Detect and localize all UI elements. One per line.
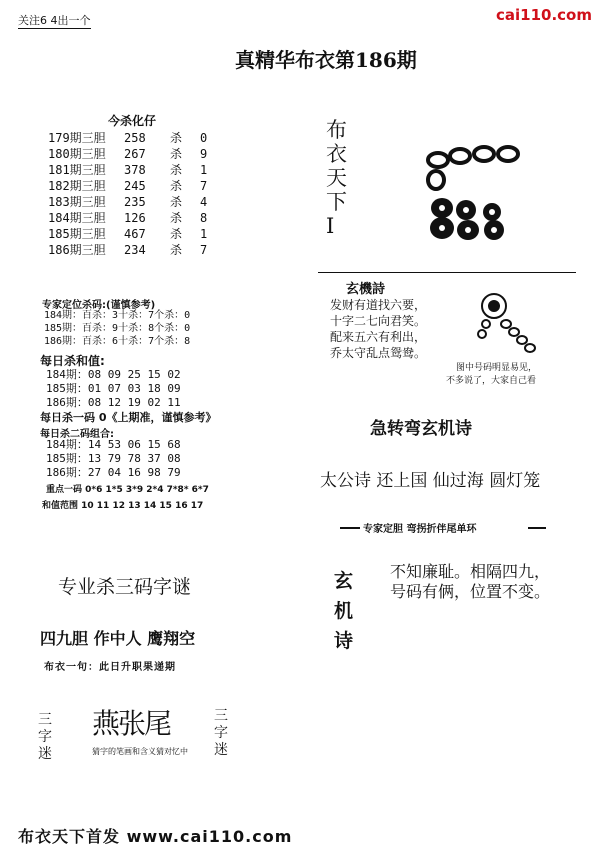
guide-left-rule	[340, 527, 360, 529]
kill-row	[48, 178, 214, 194]
kill-row	[48, 162, 214, 178]
xuanji-title: 玄機詩	[346, 282, 386, 297]
sum-row: 184期：08 09 25 15 02	[46, 368, 181, 381]
expert-kill-rows	[44, 309, 190, 348]
kill-cell: 0	[200, 131, 208, 145]
kill-cell: 234	[124, 243, 146, 257]
kill-cell: 184期三胆	[48, 211, 106, 225]
two-code-row: 185期：13 79 78 37 08	[46, 452, 181, 465]
vertical-char: 天	[326, 166, 347, 190]
kill-cell: 杀	[170, 195, 183, 209]
kill-cell: 378	[124, 163, 146, 177]
two-code-rows	[46, 438, 181, 480]
riddle-picture	[470, 290, 546, 360]
sum-range: 和值范围 10 11 12 13 14 15 16 17	[42, 501, 204, 511]
sanzi-left: 三字迷	[38, 712, 52, 762]
guide-right-rule	[528, 527, 546, 529]
kill-cell: 258	[124, 131, 146, 145]
kill-cell: 杀	[170, 147, 183, 161]
poem-line: 配来五六有利出，	[330, 330, 427, 344]
poem-line: 不知廉耻。相隔四九，	[390, 562, 551, 581]
kill-cell: 4	[200, 195, 208, 209]
xuan-vertical	[334, 566, 356, 656]
buyi-line: 布衣一句：此日升职果递期	[44, 662, 176, 673]
riddle-note: 猜字的笔画和含义猜对忆中	[92, 747, 188, 756]
vertical-char: 下	[326, 190, 347, 214]
riddle: 燕张尾	[92, 707, 171, 740]
eight-glyphs-icon	[430, 198, 504, 240]
kill-row	[48, 242, 214, 258]
kill-row	[48, 226, 214, 242]
kill-cell: 182期三胆	[48, 179, 106, 193]
site-logo[interactable]: cai110.com	[496, 6, 592, 24]
jizhuan-title: 急转弯玄机诗	[370, 419, 472, 439]
sanzi-right: 三字迷	[214, 708, 228, 758]
one-code-kill: 每日杀一码 0《上期准，谨慎参考》	[40, 411, 217, 424]
expert-guide: 专家定胆 弯拐折伴尾单环	[363, 524, 477, 535]
two-code-title: 每日杀二码组合:	[40, 429, 114, 440]
kill-cell: 杀	[170, 131, 183, 145]
xuanji-poem	[330, 297, 426, 361]
page-title: 真精华布衣第186期	[235, 48, 417, 72]
footer-text: 布衣天下首发 www.cai110.com	[18, 827, 293, 846]
vertical-char: 玄	[334, 570, 354, 592]
expert-row: 186期：百杀：6十杀：7个杀：8	[44, 336, 191, 347]
vertical-char: 衣	[326, 142, 347, 166]
kill-cell: 186期三胆	[48, 243, 106, 257]
vertical-char: 机	[334, 600, 354, 622]
expert-kill-title: 专家定位杀码:(谨慎参考)	[42, 300, 156, 311]
kill3-title: 专业杀三码字谜	[58, 576, 192, 598]
kill-row	[48, 194, 214, 210]
kill-cell: 1	[200, 163, 208, 177]
kill-cell: 1	[200, 227, 208, 241]
kill-cell: 7	[200, 179, 208, 193]
follow-note: 关注6 4出一个	[18, 14, 91, 27]
sum-kill-rows	[46, 368, 181, 410]
kill-cell: 杀	[170, 211, 183, 225]
buyi-vertical	[326, 118, 352, 238]
picture-caption	[446, 362, 538, 388]
kill-cell: 185期三胆	[48, 227, 106, 241]
kill-cell: 235	[124, 195, 146, 209]
kill-cell: 245	[124, 179, 146, 193]
kill-row	[48, 146, 214, 162]
poem-line: 十字二七向君笑。	[330, 314, 427, 328]
number-picture	[420, 138, 530, 248]
kill-cell: 180期三胆	[48, 147, 106, 161]
expert-row: 184期：百杀：3十杀：7个杀：0	[44, 310, 191, 321]
two-code-row: 186期：27 04 16 98 79	[46, 466, 181, 479]
kill-cell: 9	[200, 147, 208, 161]
kill-cell: 杀	[170, 243, 183, 257]
kill-cell: 8	[200, 211, 208, 225]
kill-row	[48, 210, 214, 226]
vertical-char: 布	[326, 118, 347, 142]
sum-kill-title: 每日杀和值:	[40, 354, 105, 368]
vertical-char: 诗	[334, 630, 354, 652]
jiu-line: 四九胆 作中人 鹰翔空	[40, 629, 196, 648]
poem-line: 号码有俩，位置不变。	[390, 582, 551, 601]
poem-line: 乔太守乱点鸳鸯。	[330, 346, 427, 360]
kill-cell: 183期三胆	[48, 195, 106, 209]
kill-cell: 7	[200, 243, 208, 257]
kill-cell: 杀	[170, 163, 183, 177]
kill-cell: 126	[124, 211, 146, 225]
two-code-row: 184期：14 53 06 15 68	[46, 438, 181, 451]
kill-cell: 杀	[170, 179, 183, 193]
kill-table-title: 今杀化仔	[108, 114, 157, 128]
kill-cell: 181期三胆	[48, 163, 106, 177]
caption-line: 图中号码明显易见，	[456, 363, 538, 373]
poem-line: 发财有道找六要，	[330, 298, 427, 312]
kill-table	[48, 130, 214, 258]
sum-row: 186期：08 12 19 02 11	[46, 396, 181, 409]
kill-cell: 杀	[170, 227, 183, 241]
kill-row	[48, 130, 214, 146]
divider	[318, 272, 576, 273]
expert-row: 185期：百杀：9十杀：8个杀：0	[44, 323, 191, 334]
xuan-poem	[390, 562, 550, 602]
kill-cell: 179期三胆	[48, 131, 106, 145]
poem-line-big: 太公诗 还上国 仙过海 圆灯笼	[320, 471, 541, 491]
kill-cell: 467	[124, 227, 146, 241]
caption-line: 不多说了，大家自己看	[446, 376, 537, 386]
vertical-char: I	[326, 214, 335, 238]
sum-row: 185期：01 07 03 18 09	[46, 382, 181, 395]
kill-cell: 267	[124, 147, 146, 161]
chain-links-icon	[428, 147, 518, 189]
beads-icon	[478, 294, 535, 352]
key-group: 重点一码 0*6 1*5 3*9 2*4 7*8* 6*7	[46, 485, 209, 495]
